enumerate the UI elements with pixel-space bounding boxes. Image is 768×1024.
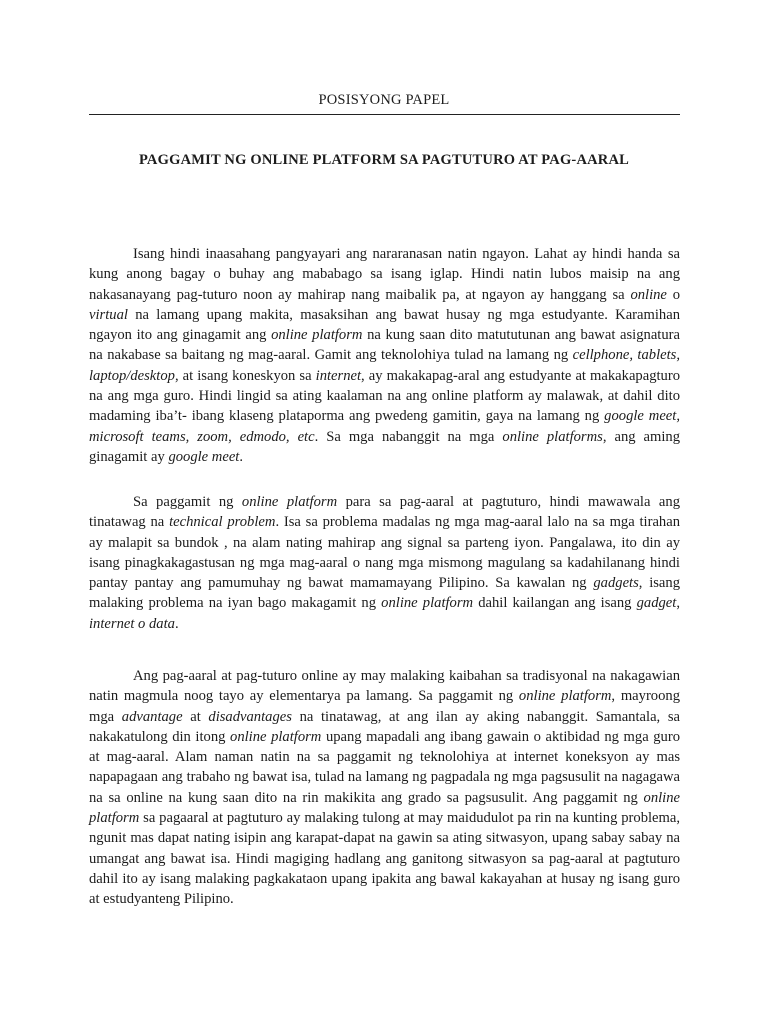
emphasis-text: disadvantages bbox=[208, 708, 292, 725]
emphasis-text: gadgets bbox=[593, 575, 639, 592]
emphasis-text: online platform bbox=[230, 728, 322, 745]
paragraph-3 bbox=[89, 666, 680, 910]
emphasis-text: online platform bbox=[89, 789, 680, 827]
emphasis-text: gadget bbox=[636, 595, 677, 612]
paragraph-text: at bbox=[182, 708, 209, 725]
emphasis-text: virtual bbox=[89, 306, 128, 323]
paragraph-text: . Sa mga nabanggit na mga bbox=[314, 428, 503, 445]
paragraph-text: , isang malaking problema na iyan bago makagamit ng bbox=[89, 575, 680, 612]
paragraph-text: na tinatawag, at ang ilan ay aking nabanggit. Samantala, sa nakakatulong din itong bbox=[89, 708, 680, 745]
paragraph-text: . Isa sa problema madalas ng mga mag-aaral lalo na sa mga tirahan ay malapit sa bundok , na alam nating mahirap ang signal sa parteng iyon. Pangalawa, ito din ay isang pinagkakagastusan ng mga mag-aaral o nang mga mismong magulang sa kadahilanang hindi pantay pantay ang pamumuhay ng bawat mamamayang Pilipino. Sa kawalan ng bbox=[89, 514, 680, 592]
paragraph-text: o bbox=[666, 286, 680, 303]
emphasis-text: online platform bbox=[381, 595, 474, 612]
paragraph-text: sa pagaaral at pagtuturo ay malaking tulong at may maidudulot pa rin na kunting problema, ngunit mas dapat nating isipin ang karapat-dapat na gawin sa ating sitwasyon, upang sabay sabay na umangat ang bawat isa. Hindi magiging hadlang ang ganitong sitwasyon sa pag-aaral at pagtuturo dahil ito ay isang malaking pagkakataon upang ipakita ang bawal kakayahan at husay ng isang guro at estudyanteng Pilipino. bbox=[89, 810, 680, 908]
paragraph-text: . bbox=[239, 448, 244, 465]
paragraph-1 bbox=[89, 244, 680, 467]
header-divider bbox=[89, 114, 680, 115]
paragraph-text: , bbox=[676, 595, 680, 612]
paragraph-text: Sa paggamit ng bbox=[133, 494, 242, 510]
header-label: POSISYONG PAPEL bbox=[318, 92, 450, 108]
paragraph-text: , ay makakapag-aral ang estudyante at makakapagturo na ang mga guro. Hindi lingid sa ating kaalaman na ang online platform ay malawak, at dahil dito madaming iba’t- ibang klaseng plataporma ang pwedeng gamitin, gaya na lamang ng bbox=[89, 367, 680, 425]
emphasis-text: advantage bbox=[121, 708, 183, 725]
emphasis-text: online platform bbox=[241, 494, 338, 510]
paragraph-text: , mayroong mga bbox=[89, 688, 680, 725]
emphasis-text: technical problem bbox=[169, 514, 276, 531]
paragraph-text: . bbox=[174, 615, 179, 632]
paragraph-text: Isang hindi inaasahang pangyayari ang nararanasan natin ngayon. Lahat ay hindi handa sa kung anong bagay o buhay ang mababago sa isang iglap. Hindi natin lubos maisip na ang nakasanayang pag-tuturo noon ay mahirap nang maibalik pa, at ngayon ay hanggang sa bbox=[89, 246, 680, 303]
emphasis-text: google meet bbox=[168, 448, 240, 465]
emphasis-text: google meet, microsoft teams, zoom, edmodo, etc bbox=[89, 408, 680, 445]
paragraph-text: , ang aming ginagamit ay bbox=[89, 428, 681, 465]
document-title: PAGGAMIT NG ONLINE PLATFORM SA PAGTUTURO AT PAG-AARAL bbox=[138, 152, 630, 168]
paragraph-text: upang mapadali ang ibang gawain o aktibidad ng mga guro at mag-aaral. Alam naman natin na sa paggamit ng teknolohiya at internet koneksyon ay mas napapagaan ang trabaho ng bawat isa, tulad na lamang ng pagpadala ng mga pagsusulit na nagagawa na sa online na kung saan dito na rin makikita ang grado sa pagsusulit. Ang paggamit ng bbox=[89, 728, 681, 806]
paragraph-text: dahil kailangan ang isang bbox=[473, 595, 637, 612]
emphasis-text: online platform bbox=[518, 688, 612, 705]
paragraph-text: para sa pag-aaral at pagtuturo, hindi mawawala ang tinatawag na bbox=[89, 494, 680, 531]
paragraph-text: na lamang upang makita, masaksihan ang bawat husay ng mga estudyante. Karamihan ngayon ito ang ginagamit ang bbox=[89, 306, 680, 344]
paragraph-text: Ang pag-aaral at pag-tuturo online ay may malaking kaibahan sa tradisyonal na nakagawian natin magmula noog tayo ay elementarya pa lamang. Sa paggamit ng bbox=[89, 668, 680, 705]
paragraph-2 bbox=[89, 492, 680, 634]
paragraph-text: na kung saan dito matututunan ang bawat asignatura na nakabase sa baitang ng mag-aaral. Gamit ang teknolohiya tulad na lamang ng bbox=[89, 327, 680, 364]
emphasis-text: cellphone, tablets, laptop/desktop bbox=[89, 347, 680, 384]
emphasis-text: online bbox=[630, 286, 667, 303]
emphasis-text: internet bbox=[315, 367, 362, 384]
emphasis-text: internet o data bbox=[89, 615, 175, 632]
emphasis-text: online platform bbox=[271, 327, 363, 344]
emphasis-text: online platforms bbox=[502, 428, 603, 445]
paragraph-text: , at isang koneskyon sa bbox=[174, 367, 316, 384]
